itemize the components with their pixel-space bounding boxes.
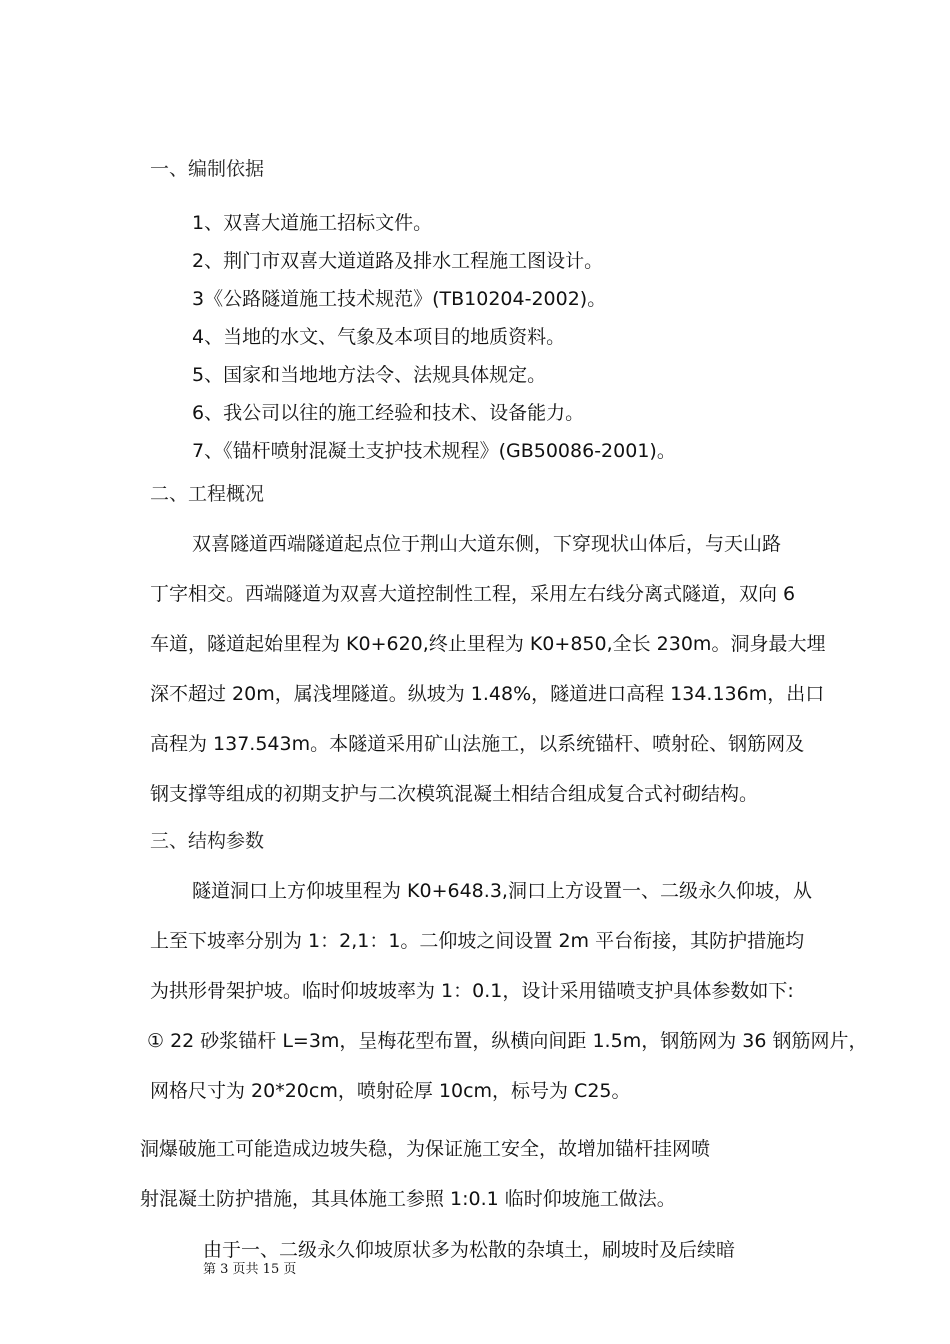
extra-line-3: 由于一、二级永久仰坡原状多为松散的杂填土，刷坡时及后续暗	[203, 1239, 736, 1261]
overview-line-4: 深不超过 20m，属浅埋隧道。纵坡为 1.48%，隧道进口高程 134.136m，出口	[150, 683, 825, 705]
basis-item-5: 5、国家和当地地方法令、法规具体规定。	[192, 364, 547, 386]
basis-item-2: 2、荆门市双喜大道道路及排水工程施工图设计。	[192, 250, 604, 272]
overview-line-1: 双喜隧道西端隧道起点位于荆山大道东侧，下穿现状山体后，与天山路	[192, 533, 782, 555]
basis-item-7: 7、《锚杆喷射混凝土支护技术规程》(GB50086-2001)。	[192, 440, 676, 462]
structure-line-5: 网格尺寸为 20*20cm，喷射砼厚 10cm，标号为 C25。	[150, 1080, 631, 1102]
overview-line-3: 车道，隧道起始里程为 K0+620,终止里程为 K0+850,全长 230m。洞身最大埋	[150, 633, 826, 655]
basis-item-1: 1、双喜大道施工招标文件。	[192, 212, 433, 234]
section-heading-structure: 三、结构参数	[150, 830, 265, 852]
structure-line-3: 为拱形骨架护坡。临时仰坡坡率为 1：0.1，设计采用锚喷支护具体参数如下:	[150, 980, 794, 1002]
overview-line-5: 高程为 137.543m。本隧道采用矿山法施工，以系统锚杆、喷射砼、钢筋网及	[150, 733, 805, 755]
basis-item-6: 6、我公司以往的施工经验和技术、设备能力。	[192, 402, 585, 424]
section-heading-overview: 二、工程概况	[150, 483, 265, 505]
structure-line-4: ① 22 砂浆锚杆 L=3m，呈梅花型布置，纵横向间距 1.5m，钢筋网为 36 钢筋网片，	[147, 1030, 868, 1052]
overview-line-2: 丁字相交。西端隧道为双喜大道控制性工程，采用左右线分离式隧道，双向 6	[150, 583, 796, 605]
basis-item-4: 4、当地的水文、气象及本项目的地质资料。	[192, 326, 566, 348]
section-heading-basis: 一、编制依据	[150, 158, 265, 180]
structure-line-2: 上至下坡率分别为 1：2,1：1。二仰坡之间设置 2m 平台衔接，其防护措施均	[150, 930, 805, 952]
structure-line-1: 隧道洞口上方仰坡里程为 K0+648.3,洞口上方设置一、二级永久仰坡，从	[192, 880, 812, 902]
extra-line-1: 洞爆破施工可能造成边坡失稳，为保证施工安全，故增加锚杆挂网喷	[140, 1138, 711, 1160]
basis-item-3: 3《公路隧道施工技术规范》(TB10204-2002)。	[192, 288, 607, 310]
page-number-footer: 第 3 页共 15 页	[203, 1262, 297, 1277]
extra-line-2: 射混凝土防护措施，其具体施工参照 1:0.1 临时仰坡施工做法。	[140, 1188, 676, 1210]
overview-line-6: 钢支撑等组成的初期支护与二次模筑混凝土相结合组成复合式衬砌结构。	[150, 783, 759, 805]
